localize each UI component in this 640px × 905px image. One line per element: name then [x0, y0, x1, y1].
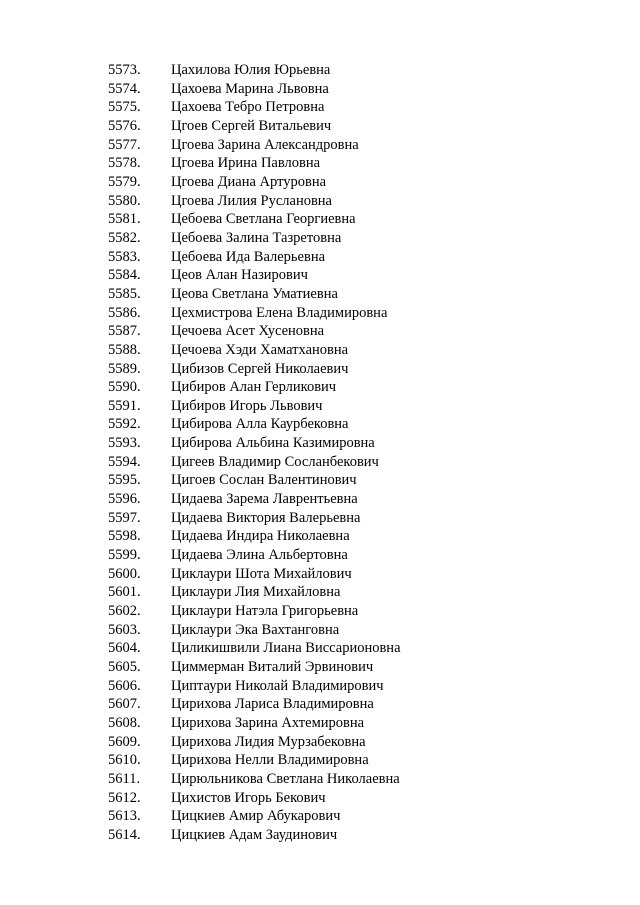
entry-name: Цирихова Лариса Владимировна	[171, 696, 374, 713]
entry-number: 5574.	[108, 80, 141, 97]
entry-number: 5579.	[108, 173, 141, 190]
entry-number: 5589.	[108, 360, 141, 377]
entry-number: 5603.	[108, 621, 141, 638]
entry-number: 5610.	[108, 752, 141, 769]
entry-name: Цибизов Сергей Николаевич	[171, 360, 349, 377]
list-item	[108, 434, 588, 453]
entry-name: Цибирова Алла Каурбековна	[171, 416, 349, 433]
entry-number: 5608.	[108, 714, 141, 731]
entry-name: Цечоева Хэди Хаматхановна	[171, 341, 349, 358]
list-item	[108, 583, 588, 602]
list-item	[108, 751, 588, 770]
list-item	[108, 677, 588, 696]
entry-number: 5576.	[108, 117, 141, 134]
entry-number: 5600.	[108, 565, 141, 582]
entry-name: Цахилова Юлия Юрьевна	[171, 62, 331, 78]
list-item	[108, 360, 588, 379]
list-item	[108, 61, 588, 80]
entry-name: Цихистов Игорь Бекович	[171, 789, 326, 806]
list-item	[108, 621, 588, 640]
entry-number: 5606.	[108, 677, 141, 694]
list-item	[108, 322, 588, 341]
entry-number: 5601.	[108, 584, 141, 601]
entry-name: Цицкиев Амир Абукарович	[171, 808, 341, 825]
entry-name: Цгоев Сергей Витальевич	[171, 117, 332, 134]
entry-number: 5595.	[108, 472, 141, 489]
entry-name: Цехмистрова Елена Владимировна	[171, 304, 388, 321]
entry-number: 5585.	[108, 285, 141, 302]
entry-name: Цигоев Сослан Валентинович	[171, 472, 357, 489]
entry-name: Цахоева Марина Львовна	[171, 80, 329, 97]
entry-name: Циклаури Натэла Григорьевна	[171, 603, 359, 620]
list-item	[108, 285, 588, 304]
entry-number: 5580.	[108, 192, 141, 209]
list-item	[108, 602, 588, 621]
list-item	[108, 415, 588, 434]
list-item	[108, 210, 588, 229]
entry-number: 5596.	[108, 491, 141, 508]
list-item	[108, 117, 588, 136]
entry-number: 5582.	[108, 229, 141, 246]
list-item	[108, 639, 588, 658]
entry-name: Циликишвили Лиана Виссарионовна	[171, 640, 401, 657]
entry-number: 5598.	[108, 528, 141, 545]
entry-name: Циммерман Виталий Эрвинович	[171, 659, 374, 675]
entry-name: Цгоева Диана Артуровна	[171, 173, 327, 190]
entry-name: Цирихова Лидия Мурзабековна	[171, 733, 366, 750]
list-item	[108, 714, 588, 733]
list-item	[108, 565, 588, 584]
entry-number: 5611.	[108, 770, 141, 787]
entry-name: Цидаева Индира Николаевна	[171, 528, 350, 545]
entry-number: 5594.	[108, 453, 141, 470]
list-item	[108, 733, 588, 752]
entry-name: Цахоева Тебро Петровна	[171, 99, 325, 116]
list-item	[108, 658, 588, 677]
list-item	[108, 509, 588, 528]
list-item	[108, 248, 588, 267]
entry-number: 5592.	[108, 416, 141, 433]
entry-name: Цгоева Ирина Павловна	[171, 155, 321, 172]
entry-name: Цибирова Альбина Казимировна	[171, 435, 375, 452]
entry-number: 5588.	[108, 341, 141, 358]
entry-name: Цидаева Элина Альбертовна	[171, 547, 348, 564]
list-item	[108, 378, 588, 397]
entry-number: 5575.	[108, 99, 141, 116]
list-item	[108, 98, 588, 117]
entry-number: 5614.	[108, 826, 141, 843]
entry-name: Циклаури Лия Михайловна	[171, 584, 341, 601]
entry-number: 5590.	[108, 379, 141, 396]
entry-name: Цирюльникова Светлана Николаевна	[171, 770, 400, 787]
entry-number: 5605.	[108, 659, 141, 675]
entry-number: 5591.	[108, 397, 141, 414]
entry-name: Цигеев Владимир Сосланбекович	[171, 453, 379, 470]
entry-number: 5581.	[108, 211, 141, 228]
entry-name: Цеова Светлана Уматиевна	[171, 285, 338, 302]
entry-name: Цебоева Залина Тазретовна	[171, 229, 342, 246]
entry-name: Цебоева Ида Валерьевна	[171, 248, 326, 265]
list-item	[108, 136, 588, 155]
entry-name: Цебоева Светлана Георгиевна	[171, 211, 356, 228]
entry-number: 5602.	[108, 603, 141, 620]
entry-name: Цеов Алан Назирович	[171, 267, 308, 284]
entry-name: Циклаури Эка Вахтанговна	[171, 621, 340, 638]
list-item	[108, 546, 588, 565]
entry-number: 5607.	[108, 696, 141, 713]
list-item	[108, 173, 588, 192]
list-item	[108, 266, 588, 285]
list-item	[108, 453, 588, 472]
entry-number: 5577.	[108, 136, 141, 153]
list-item	[108, 807, 588, 826]
list-item	[108, 471, 588, 490]
list-item	[108, 789, 588, 808]
list-item	[108, 826, 588, 845]
entry-number: 5613.	[108, 808, 141, 825]
entry-name: Цидаева Виктория Валерьевна	[171, 509, 361, 526]
entry-name: Цибиров Игорь Львович	[171, 397, 323, 414]
entry-name: Цечоева Асет Хусеновна	[171, 323, 325, 340]
entry-number: 5586.	[108, 304, 141, 321]
entry-name: Цирихова Зарина Ахтемировна	[171, 714, 365, 731]
entry-number: 5593.	[108, 435, 141, 452]
entry-name: Циптаури Николай Владимирович	[171, 677, 384, 694]
entry-name: Цибиров Алан Герликович	[171, 379, 337, 396]
entry-name: Цгоева Лилия Руслановна	[171, 192, 332, 209]
entry-number: 5612.	[108, 789, 141, 806]
entry-number: 5609.	[108, 733, 141, 750]
entry-number: 5597.	[108, 509, 141, 526]
entry-name: Цидаева Зарема Лаврентьевна	[171, 491, 358, 508]
list-item	[108, 304, 588, 323]
entry-number: 5604.	[108, 640, 141, 657]
list-item	[108, 154, 588, 173]
entry-number: 5584.	[108, 267, 141, 284]
list-item	[108, 695, 588, 714]
entry-name: Цгоева Зарина Александровна	[171, 136, 359, 153]
list-item	[108, 192, 588, 211]
entry-number: 5573.	[108, 62, 141, 78]
entry-name: Цицкиев Адам Заудинович	[171, 826, 338, 843]
list-item	[108, 80, 588, 99]
list-item	[108, 527, 588, 546]
list-item	[108, 229, 588, 248]
name-list	[108, 61, 588, 845]
entry-number: 5583.	[108, 248, 141, 265]
list-item	[108, 341, 588, 360]
list-item	[108, 490, 588, 509]
entry-name: Цирихова Нелли Владимировна	[171, 752, 369, 769]
list-item	[108, 770, 588, 789]
list-item	[108, 397, 588, 416]
entry-name: Циклаури Шота Михайлович	[171, 565, 352, 582]
entry-number: 5578.	[108, 155, 141, 172]
entry-number: 5599.	[108, 547, 141, 564]
entry-number: 5587.	[108, 323, 141, 340]
